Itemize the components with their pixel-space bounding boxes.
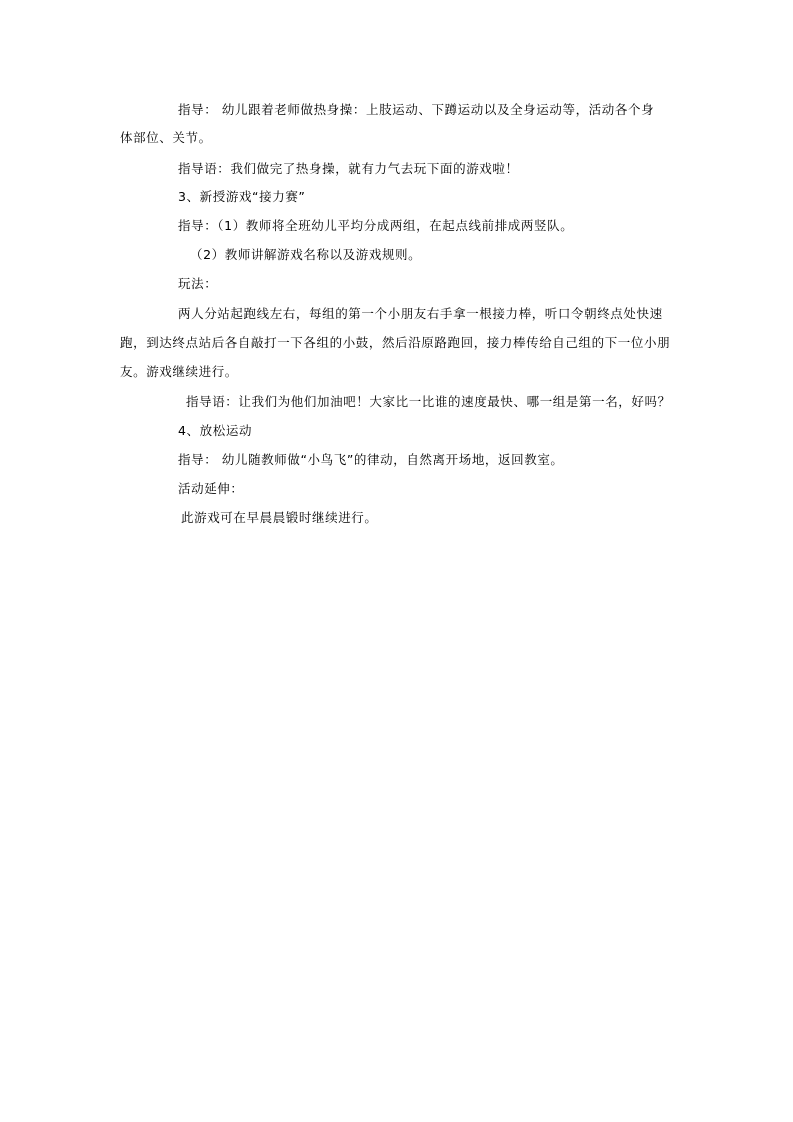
paragraph-label-play-method: 玩法： bbox=[178, 276, 218, 291]
paragraph-line-guide-speech-2: 指导语：让我们为他们加油吧！大家比一比谁的速度最快、哪一组是第一名，好吗？ bbox=[186, 394, 671, 409]
paragraph-line-warmup-guide-cont: 体部位、关节。 bbox=[120, 130, 212, 145]
paragraph-line-guide-speech-1: 指导语：我们做完了热身操，就有力气去玩下面的游戏啦！ bbox=[178, 161, 519, 176]
paragraph-line-extension: 此游戏可在早晨晨锻时继续进行。 bbox=[181, 510, 378, 525]
paragraph-line-method-2: 跑，到达终点站后各自敲打一下各组的小鼓，然后沿原路跑回，接力棒传给自己组的下一位小朋 bbox=[120, 335, 671, 350]
paragraph-line-guide-step-1: 指导：（1）教师将全班幼儿平均分成两组，在起点线前排成两竖队。 bbox=[178, 218, 574, 233]
paragraph-line-guide-step-2: （2）教师讲解游戏名称以及游戏规则。 bbox=[190, 247, 422, 262]
paragraph-line-method-1: 两人分站起跑线左右，每组的第一个小朋友右手拿一根接力棒，听口令朝终点处快速 bbox=[178, 306, 663, 321]
paragraph-line-method-3: 友。游戏继续进行。 bbox=[120, 364, 238, 379]
section-heading-relax: 4、放松运动 bbox=[178, 423, 253, 438]
paragraph-label-extension: 活动延伸： bbox=[178, 481, 244, 496]
paragraph-line-warmup-guide: 指导： 幼儿跟着老师做热身操：上肢运动、下蹲运动以及全身运动等，活动各个身 bbox=[178, 102, 655, 117]
paragraph-line-relax-guide: 指导： 幼儿随教师做“小鸟飞”的律动，自然离开场地，返回教室。 bbox=[178, 452, 564, 467]
section-heading-relay: 3、新授游戏“接力赛” bbox=[178, 189, 306, 204]
